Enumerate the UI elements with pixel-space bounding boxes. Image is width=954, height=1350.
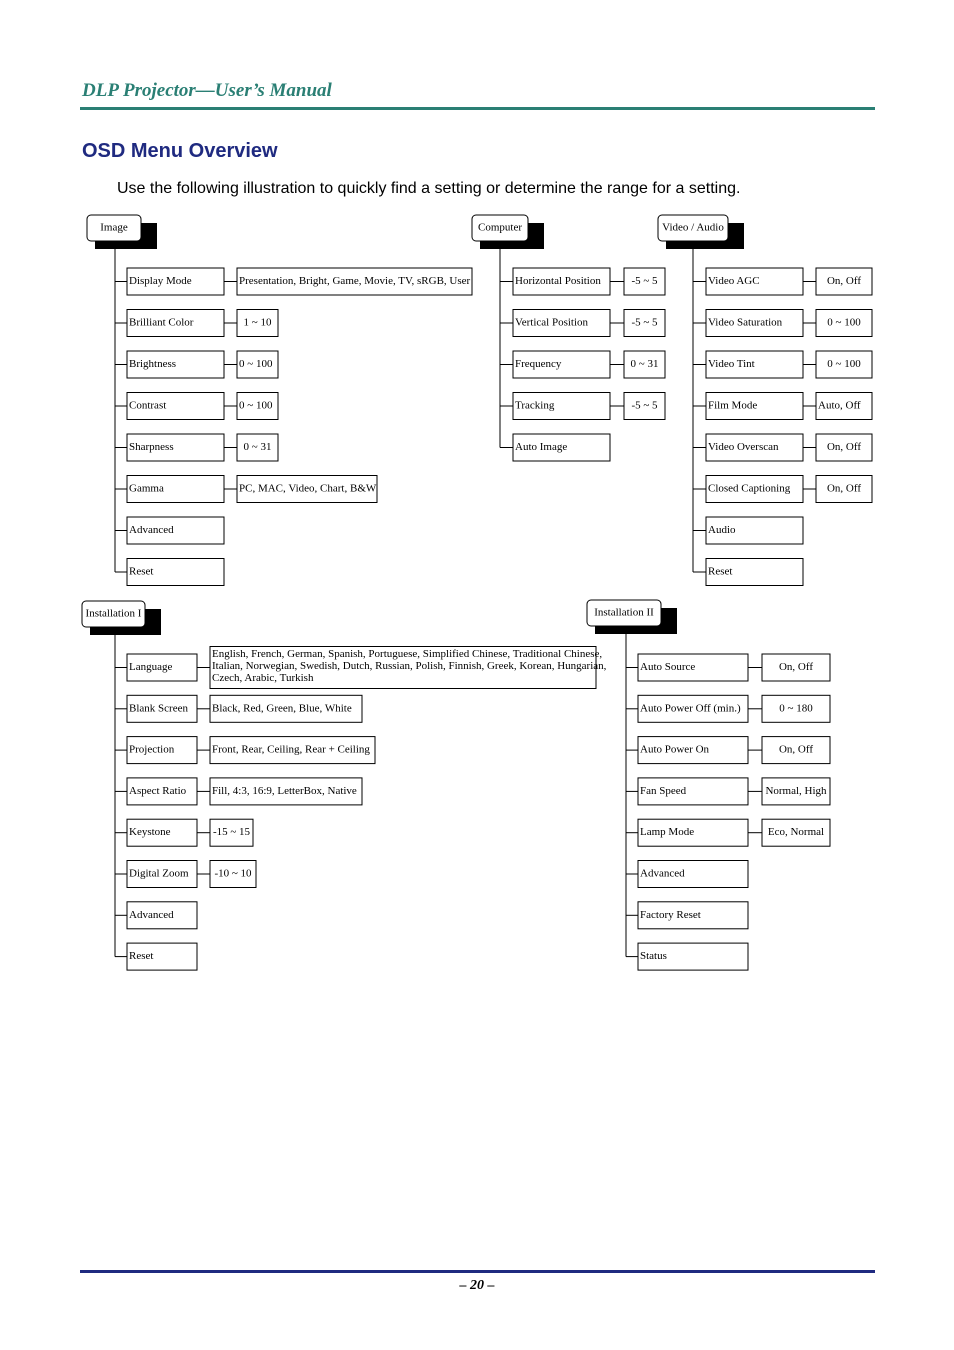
menu-item-label: Advanced bbox=[129, 908, 174, 921]
menu-item-label: Frequency bbox=[515, 358, 562, 371]
menu-value-text: Auto, Off bbox=[818, 399, 861, 412]
menu-item-label: Brightness bbox=[129, 358, 177, 371]
menu-value-text: On, Off bbox=[778, 743, 814, 756]
menu-item-label: Auto Power Off (min.) bbox=[640, 702, 741, 715]
menu-item-label: Factory Reset bbox=[640, 908, 701, 921]
menu-item-label: Video AGC bbox=[708, 275, 760, 288]
menu-item-label: Sharpness bbox=[129, 441, 174, 454]
menu-item-label: Blank Screen bbox=[129, 702, 188, 715]
menu-item-label: Reset bbox=[129, 950, 154, 963]
menu-title: Installation I bbox=[85, 607, 142, 620]
menu-value-text: On, Off bbox=[778, 661, 814, 674]
menu-item-label: Digital Zoom bbox=[129, 867, 189, 880]
menu-value-text: -5 ~ 5 bbox=[631, 399, 658, 412]
menu-value-text: Fill, 4:3, 16:9, LetterBox, Native bbox=[212, 784, 357, 797]
menu-item-label: Auto Source bbox=[640, 661, 696, 674]
page-number: – 20 – bbox=[459, 1278, 495, 1293]
menu-title: Installation II bbox=[594, 606, 654, 619]
menu-item-label: Tracking bbox=[515, 399, 555, 412]
menu-item-label: Reset bbox=[129, 565, 154, 578]
menu-item-label: Status bbox=[640, 950, 667, 963]
menu-item-label: Video Saturation bbox=[708, 316, 783, 329]
menu-item-label: Contrast bbox=[129, 399, 167, 412]
menu-item-label: Video Overscan bbox=[708, 441, 779, 454]
menu-value-text: 0 ~ 100 bbox=[827, 358, 861, 371]
menu-image bbox=[87, 215, 472, 586]
menu-value-text: -15 ~ 15 bbox=[212, 826, 251, 839]
menu-value-text: -10 ~ 10 bbox=[214, 867, 252, 880]
menu-title: Video / Audio bbox=[662, 221, 724, 234]
menu-value-text: 0 ~ 100 bbox=[239, 399, 273, 412]
menu-item-label: Fan Speed bbox=[640, 784, 687, 797]
menu-value-text: 0 ~ 100 bbox=[827, 316, 861, 329]
menu-value-text: Eco, Normal bbox=[767, 826, 825, 839]
menu-value-text: Front, Rear, Ceiling, Rear + Ceiling bbox=[212, 743, 370, 756]
menu-item-label: Closed Captioning bbox=[708, 482, 791, 495]
menu-item-label: Film Mode bbox=[708, 399, 758, 412]
menu-value-text: 0 ~ 180 bbox=[779, 702, 813, 715]
menu-title: Computer bbox=[478, 221, 522, 234]
menu-item-label: Brilliant Color bbox=[129, 316, 194, 329]
menu-title: Image bbox=[100, 221, 128, 234]
menu-value-text: PC, MAC, Video, Chart, B&W bbox=[239, 482, 377, 495]
menu-item-label: Language bbox=[129, 661, 173, 674]
menu-value-text: 0 ~ 100 bbox=[239, 358, 273, 371]
menu-video-audio bbox=[658, 215, 872, 586]
menu-item-label: Keystone bbox=[129, 826, 171, 839]
menu-item-label: Display Mode bbox=[129, 275, 192, 288]
menu-item-label: Reset bbox=[708, 565, 733, 578]
menu-item-label: Gamma bbox=[129, 482, 164, 495]
menu-item-label: Audio bbox=[708, 524, 736, 537]
footer-rule bbox=[80, 1270, 875, 1273]
menu-value-text: Black, Red, Green, Blue, White bbox=[212, 702, 352, 715]
page-heading: OSD Menu Overview bbox=[82, 140, 278, 162]
menu-value-text: Italian, Norwegian, Swedish, Dutch, Russian, Polish, Finnish, Greek, Korean, Hungarian, bbox=[212, 660, 607, 673]
menu-value-text: English, French, German, Spanish, Portuguese, Simplified Chinese, Traditional Chinese, bbox=[212, 648, 603, 661]
menu-item-label: Vertical Position bbox=[515, 316, 589, 329]
menu-item-label: Auto Image bbox=[515, 441, 568, 454]
menu-installation-2 bbox=[587, 600, 830, 970]
menu-installation-1 bbox=[82, 601, 607, 970]
menu-value-text: On, Off bbox=[826, 275, 862, 288]
menu-value-text: Presentation, Bright, Game, Movie, TV, sRGB, User bbox=[239, 275, 471, 288]
menu-value-text: -5 ~ 5 bbox=[631, 275, 658, 288]
menu-item-label: Aspect Ratio bbox=[129, 784, 187, 797]
menu-value-text: 0 ~ 31 bbox=[243, 441, 272, 454]
menu-item-label: Video Tint bbox=[708, 358, 755, 371]
menu-value-text: On, Off bbox=[826, 441, 862, 454]
menu-value-text: 1 ~ 10 bbox=[243, 316, 272, 329]
header-title: DLP Projector—User’s Manual bbox=[82, 80, 332, 101]
menu-value-text: Czech, Arabic, Turkish bbox=[212, 672, 314, 685]
menu-value-text: 0 ~ 31 bbox=[630, 358, 659, 371]
menu-item-label: Advanced bbox=[640, 867, 685, 880]
menu-item-label: Auto Power On bbox=[640, 743, 710, 756]
menu-item-label: Advanced bbox=[129, 524, 174, 537]
menu-computer bbox=[472, 215, 665, 461]
menu-item-label: Horizontal Position bbox=[515, 275, 601, 288]
menu-item-label: Projection bbox=[129, 743, 175, 756]
menu-item-label: Lamp Mode bbox=[640, 826, 695, 839]
menu-value-text: Normal, High bbox=[765, 784, 827, 797]
intro-text: Use the following illustration to quickly find a setting or determine the range for a setting. bbox=[117, 180, 741, 197]
menu-value-text: On, Off bbox=[826, 482, 862, 495]
menu-value-text: -5 ~ 5 bbox=[631, 316, 658, 329]
